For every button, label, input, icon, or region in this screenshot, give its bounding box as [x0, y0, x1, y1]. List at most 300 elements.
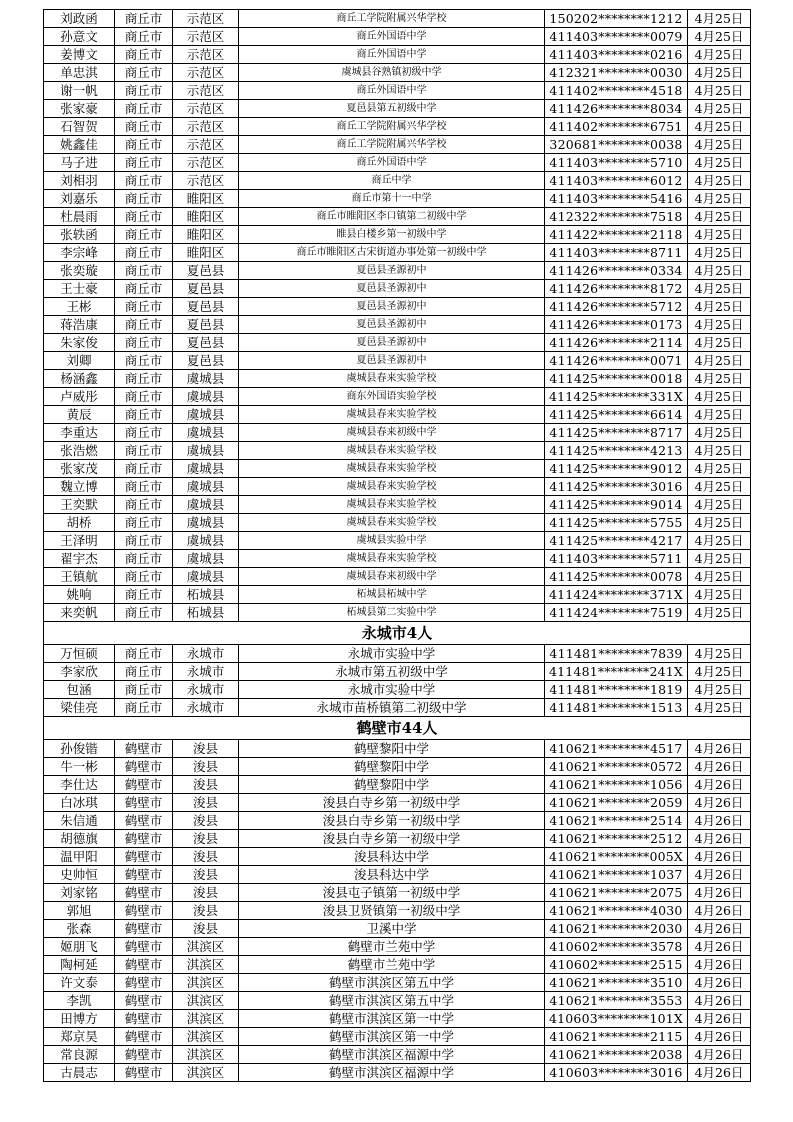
- table-row: [44, 352, 751, 370]
- table-row: [44, 82, 751, 100]
- table-row: [44, 992, 751, 1010]
- id-number-cell: 411425********8717: [545, 424, 688, 442]
- date-cell: 4月25日: [688, 298, 751, 316]
- district-cell: 虞城县: [173, 388, 239, 406]
- school-cell: 商丘工学院附属兴华学校: [239, 10, 545, 28]
- id-number-cell: 150202********1212: [545, 10, 688, 28]
- district-cell: 柘城县: [173, 586, 239, 604]
- city-cell: 商丘市: [115, 514, 173, 532]
- id-number-cell: 411426********8172: [545, 280, 688, 298]
- student-name-cell: 李仕达: [44, 776, 115, 794]
- table-row: [44, 370, 751, 388]
- district-cell: 示范区: [173, 82, 239, 100]
- table-row: [44, 100, 751, 118]
- school-cell: 夏邑县圣源初中: [239, 334, 545, 352]
- date-cell: 4月26日: [688, 1010, 751, 1028]
- district-cell: 淇滨区: [173, 1010, 239, 1028]
- school-cell: 鹤壁黎阳中学: [239, 758, 545, 776]
- table-row: [44, 920, 751, 938]
- city-cell: 鹤壁市: [115, 776, 173, 794]
- city-cell: 商丘市: [115, 663, 173, 681]
- city-cell: 商丘市: [115, 442, 173, 460]
- city-cell: 鹤壁市: [115, 830, 173, 848]
- id-number-cell: 412321********0030: [545, 64, 688, 82]
- city-cell: 商丘市: [115, 190, 173, 208]
- student-name-cell: 杜晨雨: [44, 208, 115, 226]
- id-number-cell: 411426********2114: [545, 334, 688, 352]
- district-cell: 浚县: [173, 830, 239, 848]
- student-name-cell: 卢威彤: [44, 388, 115, 406]
- date-cell: 4月25日: [688, 681, 751, 699]
- date-cell: 4月25日: [688, 514, 751, 532]
- school-cell: 鹤壁市淇滨区福源中学: [239, 1064, 545, 1082]
- roster-table: [43, 9, 751, 1082]
- district-cell: 柘城县: [173, 604, 239, 622]
- table-row: [44, 64, 751, 82]
- student-name-cell: 王泽明: [44, 532, 115, 550]
- date-cell: 4月25日: [688, 699, 751, 717]
- school-cell: 浚县卫贤镇第一初级中学: [239, 902, 545, 920]
- district-cell: 虞城县: [173, 460, 239, 478]
- district-cell: 浚县: [173, 866, 239, 884]
- school-cell: 商丘工学院附属兴华学校: [239, 136, 545, 154]
- id-number-cell: 411425********4213: [545, 442, 688, 460]
- school-cell: 夏邑县圣源初中: [239, 280, 545, 298]
- date-cell: 4月25日: [688, 645, 751, 663]
- city-cell: 商丘市: [115, 586, 173, 604]
- date-cell: 4月26日: [688, 992, 751, 1010]
- table-row: [44, 406, 751, 424]
- city-cell: 鹤壁市: [115, 848, 173, 866]
- date-cell: 4月25日: [688, 388, 751, 406]
- date-cell: 4月25日: [688, 316, 751, 334]
- district-cell: 睢阳区: [173, 190, 239, 208]
- student-name-cell: 张森: [44, 920, 115, 938]
- school-cell: 柘城县柘城中学: [239, 586, 545, 604]
- district-cell: 夏邑县: [173, 352, 239, 370]
- city-cell: 商丘市: [115, 681, 173, 699]
- date-cell: 4月26日: [688, 758, 751, 776]
- district-cell: 示范区: [173, 172, 239, 190]
- city-cell: 商丘市: [115, 645, 173, 663]
- table-row: [44, 208, 751, 226]
- student-name-cell: 姚鑫佳: [44, 136, 115, 154]
- id-number-cell: 411425********9014: [545, 496, 688, 514]
- table-row: [44, 388, 751, 406]
- id-number-cell: 411402********6751: [545, 118, 688, 136]
- school-cell: 虞城县春来实验学校: [239, 442, 545, 460]
- date-cell: 4月25日: [688, 550, 751, 568]
- id-number-cell: 410621********3510: [545, 974, 688, 992]
- district-cell: 淇滨区: [173, 938, 239, 956]
- district-cell: 浚县: [173, 848, 239, 866]
- table-row: [44, 956, 751, 974]
- student-name-cell: 蒋浩康: [44, 316, 115, 334]
- school-cell: 鹤壁黎阳中学: [239, 776, 545, 794]
- school-cell: 浚县白寺乡第一初级中学: [239, 830, 545, 848]
- id-number-cell: 411424********371X: [545, 586, 688, 604]
- district-cell: 示范区: [173, 154, 239, 172]
- table-row: [44, 1046, 751, 1064]
- student-name-cell: 古晨志: [44, 1064, 115, 1082]
- date-cell: 4月25日: [688, 190, 751, 208]
- student-name-cell: 李凯: [44, 992, 115, 1010]
- section-title: 鹤壁市44人: [44, 717, 751, 740]
- city-cell: 鹤壁市: [115, 794, 173, 812]
- id-number-cell: 411403********5710: [545, 154, 688, 172]
- city-cell: 商丘市: [115, 118, 173, 136]
- roster-body: [44, 10, 751, 1082]
- student-name-cell: 陶柯延: [44, 956, 115, 974]
- city-cell: 商丘市: [115, 406, 173, 424]
- student-name-cell: 万恒硕: [44, 645, 115, 663]
- district-cell: 浚县: [173, 794, 239, 812]
- table-row: [44, 604, 751, 622]
- date-cell: 4月25日: [688, 262, 751, 280]
- table-row: [44, 298, 751, 316]
- table-row: [44, 866, 751, 884]
- city-cell: 鹤壁市: [115, 1064, 173, 1082]
- date-cell: 4月25日: [688, 28, 751, 46]
- id-number-cell: 411481********1819: [545, 681, 688, 699]
- id-number-cell: 411481********7839: [545, 645, 688, 663]
- school-cell: 虞城县春来实验学校: [239, 406, 545, 424]
- district-cell: 夏邑县: [173, 334, 239, 352]
- id-number-cell: 410603********3016: [545, 1064, 688, 1082]
- city-cell: 商丘市: [115, 226, 173, 244]
- table-row: [44, 262, 751, 280]
- id-number-cell: 411425********3016: [545, 478, 688, 496]
- id-number-cell: 410621********4030: [545, 902, 688, 920]
- table-row: [44, 334, 751, 352]
- district-cell: 浚县: [173, 902, 239, 920]
- city-cell: 鹤壁市: [115, 866, 173, 884]
- table-row: [44, 830, 751, 848]
- student-name-cell: 张浩燃: [44, 442, 115, 460]
- date-cell: 4月25日: [688, 406, 751, 424]
- district-cell: 睢阳区: [173, 208, 239, 226]
- student-name-cell: 姚响: [44, 586, 115, 604]
- table-row: [44, 424, 751, 442]
- city-cell: 鹤壁市: [115, 956, 173, 974]
- district-cell: 虞城县: [173, 370, 239, 388]
- table-row: [44, 848, 751, 866]
- student-name-cell: 王士豪: [44, 280, 115, 298]
- school-cell: 商丘外国语中学: [239, 28, 545, 46]
- city-cell: 鹤壁市: [115, 740, 173, 758]
- school-cell: 虞城县春来实验学校: [239, 460, 545, 478]
- table-row: [44, 190, 751, 208]
- school-cell: 虞城县春来初级中学: [239, 568, 545, 586]
- district-cell: 淇滨区: [173, 1028, 239, 1046]
- student-name-cell: 魏立博: [44, 478, 115, 496]
- district-cell: 夏邑县: [173, 262, 239, 280]
- city-cell: 鹤壁市: [115, 938, 173, 956]
- date-cell: 4月26日: [688, 1064, 751, 1082]
- city-cell: 商丘市: [115, 334, 173, 352]
- district-cell: 浚县: [173, 776, 239, 794]
- table-row: [44, 776, 751, 794]
- city-cell: 鹤壁市: [115, 812, 173, 830]
- table-row: [44, 699, 751, 717]
- city-cell: 商丘市: [115, 298, 173, 316]
- city-cell: 鹤壁市: [115, 1046, 173, 1064]
- table-row: [44, 812, 751, 830]
- date-cell: 4月26日: [688, 956, 751, 974]
- student-name-cell: 许文泰: [44, 974, 115, 992]
- student-name-cell: 孙意文: [44, 28, 115, 46]
- student-name-cell: 李宗峰: [44, 244, 115, 262]
- date-cell: 4月25日: [688, 370, 751, 388]
- school-cell: 夏邑县圣源初中: [239, 298, 545, 316]
- school-cell: 虞城县春来实验学校: [239, 496, 545, 514]
- table-row: [44, 154, 751, 172]
- student-name-cell: 单忠淇: [44, 64, 115, 82]
- school-cell: 鹤壁市淇滨区第五中学: [239, 992, 545, 1010]
- id-number-cell: 320681********0038: [545, 136, 688, 154]
- id-number-cell: 410621********1037: [545, 866, 688, 884]
- district-cell: 浚县: [173, 812, 239, 830]
- table-row: [44, 226, 751, 244]
- city-cell: 商丘市: [115, 154, 173, 172]
- district-cell: 淇滨区: [173, 992, 239, 1010]
- id-number-cell: 410621********2030: [545, 920, 688, 938]
- city-cell: 商丘市: [115, 550, 173, 568]
- id-number-cell: 411403********6012: [545, 172, 688, 190]
- id-number-cell: 411402********4518: [545, 82, 688, 100]
- id-number-cell: 410621********4517: [545, 740, 688, 758]
- table-row: [44, 136, 751, 154]
- school-cell: 卫溪中学: [239, 920, 545, 938]
- date-cell: 4月25日: [688, 154, 751, 172]
- table-row: [44, 758, 751, 776]
- student-name-cell: 来奕帆: [44, 604, 115, 622]
- district-cell: 浚县: [173, 920, 239, 938]
- id-number-cell: 411426********0173: [545, 316, 688, 334]
- school-cell: 商丘市第十一中学: [239, 190, 545, 208]
- student-name-cell: 包涵: [44, 681, 115, 699]
- city-cell: 商丘市: [115, 64, 173, 82]
- table-row: [44, 172, 751, 190]
- student-name-cell: 王镇航: [44, 568, 115, 586]
- city-cell: 商丘市: [115, 208, 173, 226]
- district-cell: 虞城县: [173, 478, 239, 496]
- school-cell: 虞城县谷熟镇初级中学: [239, 64, 545, 82]
- student-name-cell: 刘卿: [44, 352, 115, 370]
- date-cell: 4月26日: [688, 938, 751, 956]
- date-cell: 4月25日: [688, 64, 751, 82]
- section-title: 永城市4人: [44, 622, 751, 645]
- table-row: [44, 1010, 751, 1028]
- date-cell: 4月25日: [688, 226, 751, 244]
- id-number-cell: 410621********3553: [545, 992, 688, 1010]
- id-number-cell: 411481********241X: [545, 663, 688, 681]
- school-cell: 浚县科达中学: [239, 848, 545, 866]
- date-cell: 4月25日: [688, 334, 751, 352]
- table-row: [44, 740, 751, 758]
- student-name-cell: 石智贺: [44, 118, 115, 136]
- date-cell: 4月25日: [688, 208, 751, 226]
- date-cell: 4月25日: [688, 172, 751, 190]
- id-number-cell: 411425********5755: [545, 514, 688, 532]
- student-name-cell: 黄辰: [44, 406, 115, 424]
- district-cell: 示范区: [173, 64, 239, 82]
- city-cell: 商丘市: [115, 280, 173, 298]
- table-row: [44, 938, 751, 956]
- district-cell: 淇滨区: [173, 956, 239, 974]
- student-name-cell: 张家豪: [44, 100, 115, 118]
- date-cell: 4月25日: [688, 586, 751, 604]
- id-number-cell: 411403********8711: [545, 244, 688, 262]
- city-cell: 鹤壁市: [115, 974, 173, 992]
- city-cell: 商丘市: [115, 172, 173, 190]
- date-cell: 4月26日: [688, 848, 751, 866]
- date-cell: 4月25日: [688, 496, 751, 514]
- school-cell: 虞城县春来实验学校: [239, 370, 545, 388]
- date-cell: 4月26日: [688, 740, 751, 758]
- id-number-cell: 410602********3578: [545, 938, 688, 956]
- school-cell: 商东外国语实验学校: [239, 388, 545, 406]
- school-cell: 鹤壁市淇滨区第一中学: [239, 1010, 545, 1028]
- date-cell: 4月25日: [688, 442, 751, 460]
- school-cell: 虞城县春来实验学校: [239, 550, 545, 568]
- id-number-cell: 410603********101X: [545, 1010, 688, 1028]
- school-cell: 鹤壁市淇滨区福源中学: [239, 1046, 545, 1064]
- student-name-cell: 李重达: [44, 424, 115, 442]
- school-cell: 永城市实验中学: [239, 645, 545, 663]
- school-cell: 商丘市睢阳区古宋街道办事处第一初级中学: [239, 244, 545, 262]
- date-cell: 4月26日: [688, 884, 751, 902]
- date-cell: 4月26日: [688, 1028, 751, 1046]
- date-cell: 4月25日: [688, 280, 751, 298]
- table-row: [44, 902, 751, 920]
- id-number-cell: 411425********4217: [545, 532, 688, 550]
- school-cell: 夏邑县圣源初中: [239, 352, 545, 370]
- table-row: [44, 28, 751, 46]
- table-row: [44, 532, 751, 550]
- school-cell: 商丘外国语中学: [239, 46, 545, 64]
- date-cell: 4月26日: [688, 974, 751, 992]
- student-name-cell: 谢一帆: [44, 82, 115, 100]
- district-cell: 夏邑县: [173, 298, 239, 316]
- student-name-cell: 姬朋飞: [44, 938, 115, 956]
- table-row: [44, 442, 751, 460]
- table-row: [44, 550, 751, 568]
- city-cell: 商丘市: [115, 10, 173, 28]
- school-cell: 鹤壁黎阳中学: [239, 740, 545, 758]
- date-cell: 4月25日: [688, 244, 751, 262]
- date-cell: 4月25日: [688, 118, 751, 136]
- city-cell: 商丘市: [115, 460, 173, 478]
- district-cell: 虞城县: [173, 406, 239, 424]
- id-number-cell: 411425********9012: [545, 460, 688, 478]
- district-cell: 虞城县: [173, 532, 239, 550]
- school-cell: 商丘市睢阳区李口镇第二初级中学: [239, 208, 545, 226]
- date-cell: 4月25日: [688, 478, 751, 496]
- student-name-cell: 胡桥: [44, 514, 115, 532]
- city-cell: 商丘市: [115, 424, 173, 442]
- id-number-cell: 410621********2075: [545, 884, 688, 902]
- id-number-cell: 410621********1056: [545, 776, 688, 794]
- city-cell: 鹤壁市: [115, 1028, 173, 1046]
- table-row: [44, 118, 751, 136]
- table-row: [44, 10, 751, 28]
- id-number-cell: 410602********2515: [545, 956, 688, 974]
- city-cell: 商丘市: [115, 244, 173, 262]
- student-name-cell: 梁佳亮: [44, 699, 115, 717]
- district-cell: 示范区: [173, 28, 239, 46]
- school-cell: 睢县白楼乡第一初级中学: [239, 226, 545, 244]
- district-cell: 浚县: [173, 740, 239, 758]
- table-row: [44, 794, 751, 812]
- school-cell: 虞城县春来初级中学: [239, 424, 545, 442]
- date-cell: 4月26日: [688, 920, 751, 938]
- table-row: [44, 1064, 751, 1082]
- city-cell: 商丘市: [115, 352, 173, 370]
- student-name-cell: 朱信通: [44, 812, 115, 830]
- student-name-cell: 刘家铭: [44, 884, 115, 902]
- city-cell: 鹤壁市: [115, 902, 173, 920]
- school-cell: 鹤壁市兰苑中学: [239, 956, 545, 974]
- student-name-cell: 王彬: [44, 298, 115, 316]
- city-cell: 鹤壁市: [115, 920, 173, 938]
- table-row: [44, 974, 751, 992]
- student-name-cell: 马子进: [44, 154, 115, 172]
- school-cell: 浚县白寺乡第一初级中学: [239, 812, 545, 830]
- district-cell: 永城市: [173, 681, 239, 699]
- student-name-cell: 刘相羽: [44, 172, 115, 190]
- table-row: [44, 316, 751, 334]
- school-cell: 商丘外国语中学: [239, 154, 545, 172]
- student-name-cell: 刘政函: [44, 10, 115, 28]
- id-number-cell: 411403********0079: [545, 28, 688, 46]
- student-name-cell: 姜博文: [44, 46, 115, 64]
- date-cell: 4月25日: [688, 424, 751, 442]
- school-cell: 鹤壁市淇滨区第一中学: [239, 1028, 545, 1046]
- table-row: [44, 568, 751, 586]
- city-cell: 鹤壁市: [115, 1010, 173, 1028]
- city-cell: 鹤壁市: [115, 992, 173, 1010]
- city-cell: 鹤壁市: [115, 758, 173, 776]
- date-cell: 4月26日: [688, 866, 751, 884]
- student-name-cell: 白冰琪: [44, 794, 115, 812]
- id-number-cell: 410621********2512: [545, 830, 688, 848]
- city-cell: 商丘市: [115, 46, 173, 64]
- date-cell: 4月26日: [688, 812, 751, 830]
- date-cell: 4月25日: [688, 532, 751, 550]
- district-cell: 虞城县: [173, 514, 239, 532]
- student-name-cell: 史帅恒: [44, 866, 115, 884]
- district-cell: 虞城县: [173, 442, 239, 460]
- date-cell: 4月25日: [688, 604, 751, 622]
- district-cell: 永城市: [173, 663, 239, 681]
- city-cell: 商丘市: [115, 496, 173, 514]
- section-header-row: [44, 717, 751, 740]
- date-cell: 4月26日: [688, 776, 751, 794]
- student-name-cell: 郑京昊: [44, 1028, 115, 1046]
- district-cell: 示范区: [173, 118, 239, 136]
- student-name-cell: 常良源: [44, 1046, 115, 1064]
- school-cell: 商丘工学院附属兴华学校: [239, 118, 545, 136]
- district-cell: 虞城县: [173, 424, 239, 442]
- district-cell: 虞城县: [173, 550, 239, 568]
- student-name-cell: 杨涵鑫: [44, 370, 115, 388]
- city-cell: 商丘市: [115, 478, 173, 496]
- id-number-cell: 411425********6614: [545, 406, 688, 424]
- id-number-cell: 410621********2059: [545, 794, 688, 812]
- school-cell: 浚县白寺乡第一初级中学: [239, 794, 545, 812]
- id-number-cell: 411425********0018: [545, 370, 688, 388]
